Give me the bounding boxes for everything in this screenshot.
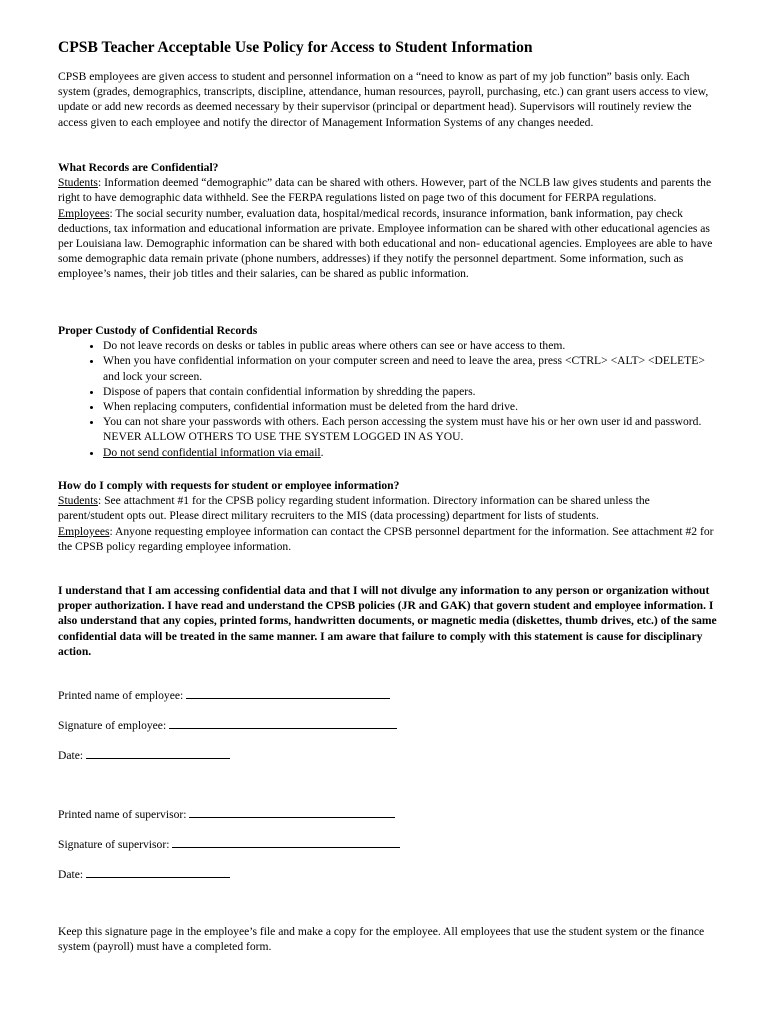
supervisor-date-field[interactable]: [86, 865, 230, 878]
list-item: • When you have confidential information on your computer screen and need to leave the area, press <CTRL> <ALT> <DELETE> and lock your screen.: [103, 353, 718, 383]
supervisor-signature-field[interactable]: [172, 835, 400, 848]
acknowledgement-statement: [58, 583, 718, 659]
employee-name-field[interactable]: [186, 686, 390, 699]
employee-signature-label: Signature of employee:: [58, 719, 167, 732]
supervisor-name-field[interactable]: [189, 805, 395, 818]
employee-date-line: [58, 746, 230, 763]
list-item: • Do not leave records on desks or tables in public areas where others can see or have access to them.: [103, 338, 718, 353]
email-warning: Do not send confidential information via email: [103, 445, 321, 459]
confidential-employees-paragraph: [58, 206, 718, 282]
comply-students-paragraph: [58, 493, 718, 523]
employees-text: : Anyone requesting employee information can contact the CPSB personnel department for the information. See attachment #2 for the CPSB policy regarding employee information.: [58, 524, 714, 553]
employees-label: Employees: [58, 524, 110, 538]
confidential-records-section: [58, 160, 718, 282]
supervisor-date-label: Date:: [58, 868, 84, 881]
list-item: • Dispose of papers that contain confidential information by shredding the papers.: [103, 384, 718, 399]
comply-heading: How do I comply with requests for student or employee information?: [58, 479, 400, 492]
supervisor-date-line: [58, 865, 230, 882]
employee-date-field[interactable]: [86, 746, 230, 759]
employee-signature-line: [58, 716, 397, 733]
closing-paragraph: [58, 924, 718, 954]
intro-text: CPSB employees are given access to student and personnel information on a “need to know as part of my job function” basis only. Each system (grades, demographics, transcripts, discipline, attendance, human resources, payroll, purchasing, etc.) can grant users access to view, update or add new records as deemed necessary by their supervisor (principal or department head). Supervisors will routinely review the access given to each employee and notify the director of Management Information Systems of any changes needed.: [58, 70, 709, 129]
supervisor-signature-label: Signature of supervisor:: [58, 838, 170, 851]
page-title: CPSB Teacher Acceptable Use Policy for Access to Student Information: [58, 39, 533, 56]
closing-text: Keep this signature page in the employee’s file and make a copy for the employee. All employees that use the student system or the finance system (payroll) must have a completed form.: [58, 925, 705, 954]
custody-section: [58, 323, 718, 460]
email-warning-end: .: [320, 445, 324, 459]
list-item: [103, 445, 718, 460]
list-item: • When replacing computers, confidential information must be deleted from the hard drive.: [103, 399, 718, 414]
students-label: Students: [58, 176, 98, 190]
employees-label: Employees: [58, 206, 110, 220]
supervisor-signature-line: [58, 835, 400, 852]
list-item: • You can not share your passwords with others. Each person accessing the system must have his or her own user id and password. NEVER ALLOW OTHERS TO USE THE SYSTEM LOGGED IN AS YOU.: [103, 414, 718, 444]
supervisor-name-label: Printed name of supervisor:: [58, 808, 187, 821]
employee-name-label: Printed name of employee:: [58, 689, 184, 702]
confidential-heading: What Records are Confidential?: [58, 161, 219, 174]
confidential-students-paragraph: [58, 175, 718, 205]
employees-text: : The social security number, evaluation data, hospital/medical records, insurance information, bank information, pay check deductions, tax information and educational information are private. Employee information can be shared with other educational agencies as per Louisiana law. Demographic information can be shared with both educational and non- educational agencies. Employees are able to have some demographic data remain private (phone numbers, addresses) if they notify the personnel department. Some information, such as employee’s names, their job titles and their salaries, can be shared as public information.: [58, 206, 713, 281]
custody-list: [58, 338, 718, 460]
supervisor-name-line: [58, 805, 395, 822]
custody-heading: Proper Custody of Confidential Records: [58, 324, 258, 337]
students-label: Students: [58, 494, 98, 508]
comply-section: [58, 478, 718, 554]
employee-date-label: Date:: [58, 749, 84, 762]
acknowledgement-text: I understand that I am accessing confidential data and that I will not divulge any information to any person or organization without proper authorization. I have read and understand the CPSB policies (JR and GAK) that govern student and employee information. I also understand that any copies, printed forms, handwritten documents, or magnetic media (diskettes, thumb drives, etc.) of the same confidential data will be treated in the same manner. I am aware that failure to comply with this statement is cause for disciplinary action.: [58, 584, 717, 658]
comply-employees-paragraph: [58, 524, 718, 554]
intro-paragraph: [58, 69, 718, 130]
students-text: : Information deemed “demographic” data can be shared with others. However, part of the NCLB law gives students and parents the right to have demographic data withheld. See the FERPA regulations listed on page two of this document for FERPA regulations.: [58, 176, 712, 205]
employee-signature-field[interactable]: [169, 716, 397, 729]
students-text: : See attachment #1 for the CPSB policy regarding student information. Directory information can be shared unless the parent/student opts out. Please direct military recruiters to the MIS (data processing) department for lists of students.: [58, 494, 650, 523]
employee-name-line: [58, 686, 390, 703]
